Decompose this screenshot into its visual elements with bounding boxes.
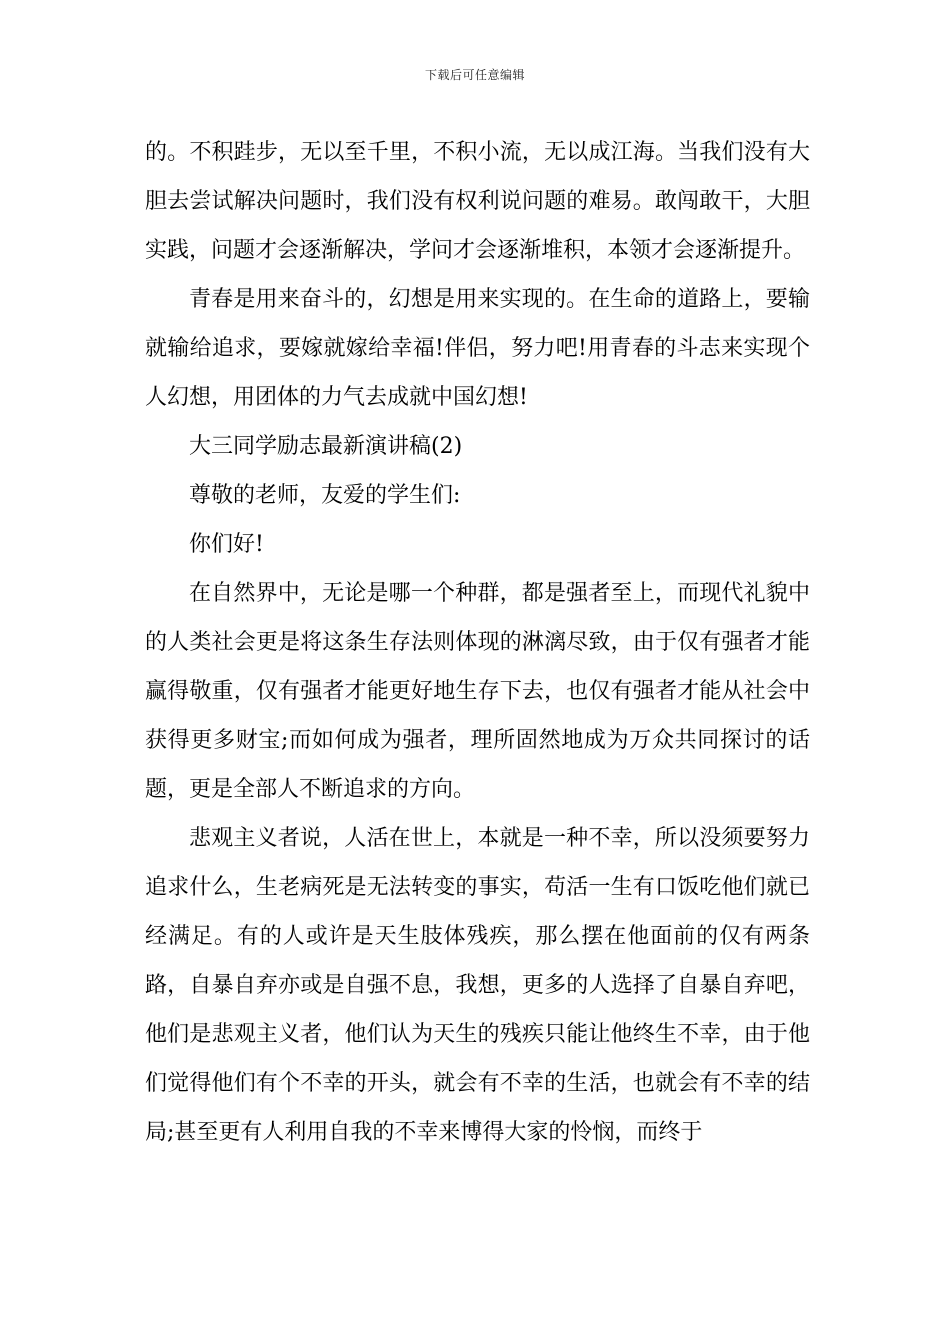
greeting: 你们好! xyxy=(189,532,264,557)
speech-title: 大三同学励志最新演讲稿(2) xyxy=(189,434,463,459)
document-body xyxy=(145,128,810,1157)
paragraph-youth: 青春是用来奋斗的，幻想是用来实现的。在生命的道路上，要输就输给追求，要嫁就嫁给幸福!伴侣，努力吧!用青春的斗志来实现个人幻想，用团体的力气去成就中国幻想! xyxy=(145,287,810,410)
paragraph-continuation: 的。不积跬步，无以至千里，不积小流，无以成江海。当我们没有大胆去尝试解决问题时，我们没有权利说问题的难易。敢闯敢干，大胆实践，问题才会逐渐解决，学问才会逐渐堆积，本领才会逐渐提升。 xyxy=(145,140,810,263)
paragraph-pessimist: 悲观主义者说，人活在世上，本就是一种不幸，所以没须要努力追求什么，生老病死是无法转变的事实，苟活一生有口饭吃他们就已经满足。有的人或许是天生肢体残疾，那么摆在他面前的仅有两条路，自暴自弃亦或是自强不息，我想，更多的人选择了自暴自弃吧，他们是悲观主义者，他们认为天生的残疾只能让他终生不幸，由于他们觉得他们有个不幸的开头，就会有不幸的生活，也就会有不幸的结局;甚至更有人利用自我的不幸来博得大家的怜悯，而终于 xyxy=(145,826,810,1145)
salutation: 尊敬的老师，友爱的学生们: xyxy=(189,483,461,508)
page-header: 下载后可任意编辑 xyxy=(424,68,525,82)
paragraph-nature: 在自然界中，无论是哪一个种群，都是强者至上，而现代礼貌中的人类社会更是将这条生存法则体现的淋漓尽致，由于仅有强者才能赢得敬重，仅有强者才能更好地生存下去，也仅有强者才能从社会中获得更多财宝;而如何成为强者，理所固然地成为万众共同探讨的话题，更是全部人不断追求的方向。 xyxy=(145,581,810,802)
